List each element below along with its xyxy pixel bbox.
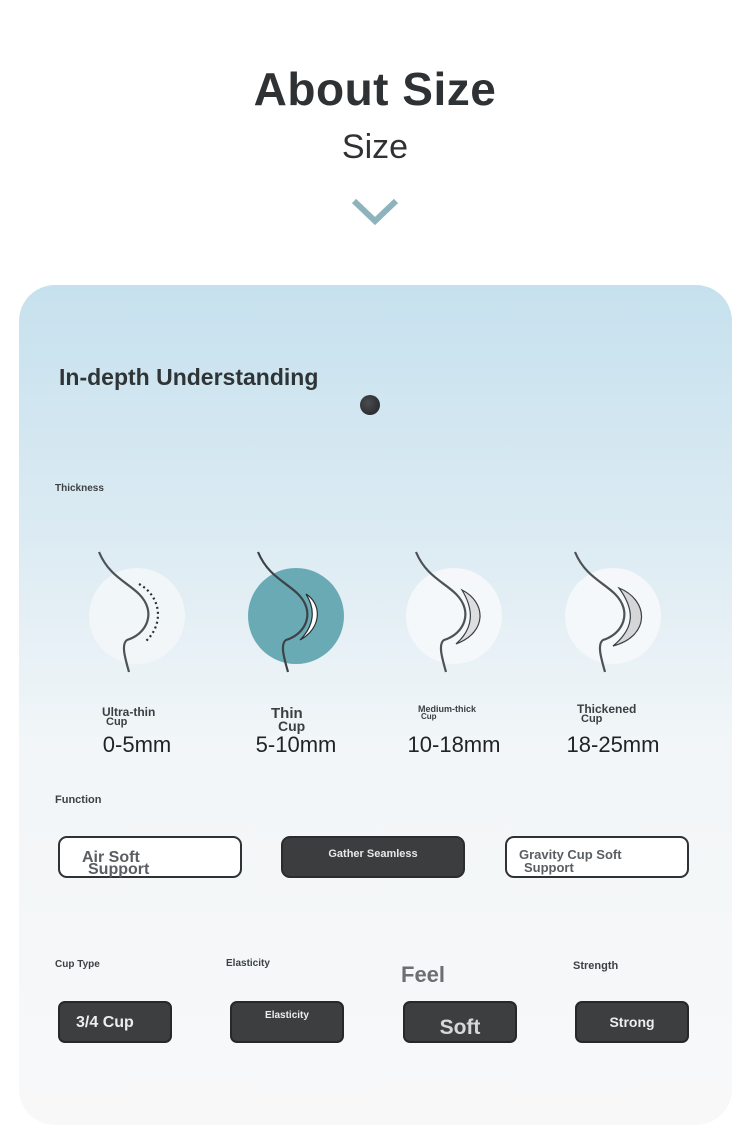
cup-type-value-text: 3/4 Cup xyxy=(76,1014,134,1031)
thickness-option-ultra-thin[interactable] xyxy=(57,540,217,760)
function-option-label: Gravity Cup Soft xyxy=(519,847,622,862)
function-option-label: Air Soft xyxy=(82,849,140,866)
card-title: In-depth Understanding xyxy=(59,364,319,390)
thickness-range: 18-25mm xyxy=(566,732,660,757)
function-option-label-line2: Support xyxy=(524,860,574,875)
page-subtitle: Size xyxy=(341,128,409,166)
feel-label: Feel xyxy=(401,962,446,987)
strength-value-text: Strong xyxy=(609,1014,655,1030)
thickness-name: Thickened xyxy=(577,702,637,716)
decorative-dot xyxy=(360,395,380,415)
thickness-range: 0-5mm xyxy=(102,732,172,757)
cup-profile-icon xyxy=(57,540,217,680)
thickness-option-medium-thick[interactable] xyxy=(374,540,534,760)
thickness-name: Medium-thick xyxy=(418,704,477,714)
cup-type-label: Cup Type xyxy=(55,959,100,970)
cup-profile-icon xyxy=(533,540,693,680)
thickness-name-suffix: Cup xyxy=(278,718,306,734)
thickness-name: Ultra-thin xyxy=(102,705,156,719)
function-label: Function xyxy=(55,794,102,806)
thickness-option-thickened[interactable] xyxy=(533,540,693,760)
function-option-gravity-cup-soft-support[interactable] xyxy=(505,836,689,878)
strength-value[interactable] xyxy=(575,1001,689,1043)
function-option-label: Gather Seamless xyxy=(328,848,418,860)
thickness-range: 5-10mm xyxy=(255,732,337,757)
cup-type-value[interactable] xyxy=(58,1001,172,1043)
thickness-range: 10-18mm xyxy=(407,732,501,757)
elasticity-value-text: Elasticity xyxy=(265,1010,309,1021)
thickness-name-suffix: Cup xyxy=(421,712,437,721)
function-option-label-line2: Support xyxy=(88,861,150,878)
thickness-name-suffix: Cup xyxy=(581,713,603,725)
thickness-name-suffix: Cup xyxy=(106,716,128,728)
strength-label: Strength xyxy=(573,960,619,972)
thickness-label: Thickness xyxy=(55,483,104,494)
feel-value-text: Soft xyxy=(439,1016,481,1039)
elasticity-value[interactable] xyxy=(230,1001,344,1043)
chevron-down-icon xyxy=(350,195,400,227)
cup-profile-icon xyxy=(216,540,376,680)
thickness-name: Thin xyxy=(271,705,303,722)
elasticity-label: Elasticity xyxy=(226,958,270,969)
cup-profile-icon xyxy=(374,540,534,680)
page-title: About Size xyxy=(253,63,497,115)
function-option-air-soft-support[interactable] xyxy=(58,836,242,878)
thickness-option-thin[interactable] xyxy=(216,540,376,760)
feel-value[interactable] xyxy=(403,1001,517,1043)
function-option-gather-seamless[interactable] xyxy=(281,836,465,878)
